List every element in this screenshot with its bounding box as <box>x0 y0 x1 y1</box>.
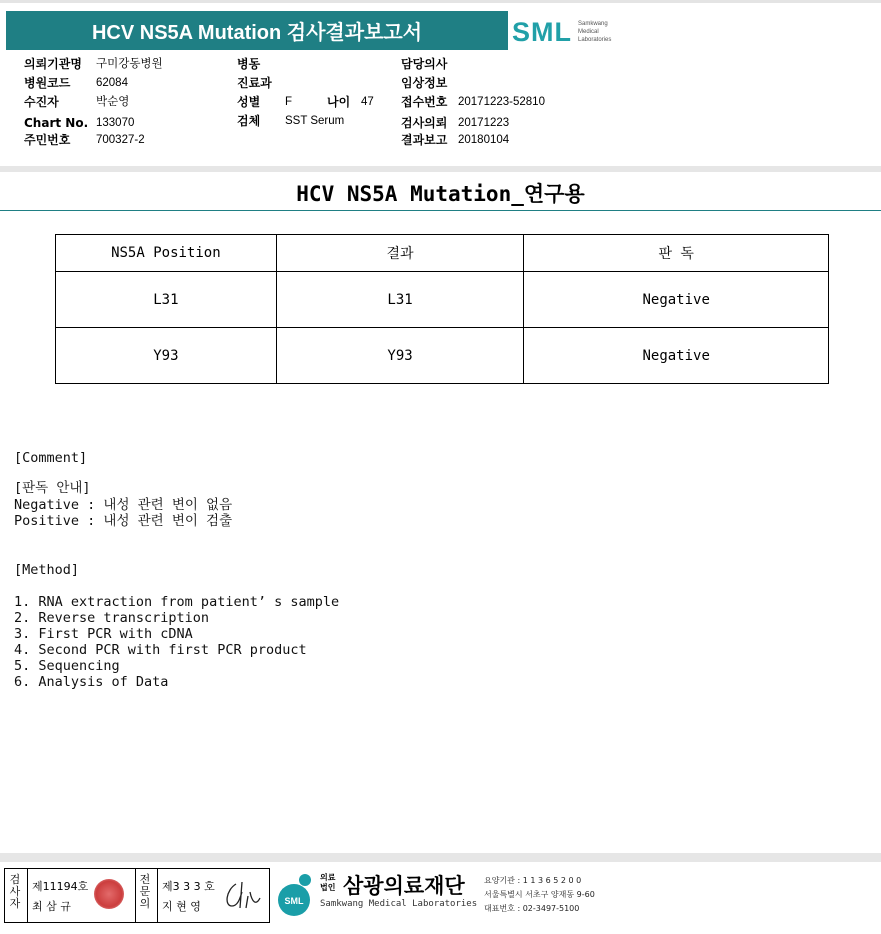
title-underline <box>0 210 881 211</box>
inspector-label: 검사자 <box>9 873 21 910</box>
section-divider <box>0 166 881 172</box>
sml-logo <box>512 16 632 50</box>
corp-name: 삼광의료재단 <box>343 874 465 898</box>
info-value: 박순영 <box>96 96 130 108</box>
cell-interpretation: Negative <box>524 328 829 384</box>
info-value: 20171223-52810 <box>458 96 545 108</box>
info-label: 병동 <box>237 57 261 71</box>
method-step: 3. First PCR with cDNA <box>14 626 193 642</box>
method-step: 4. Second PCR with first PCR product <box>14 642 307 658</box>
corp-phone: 대표번호 : 02-3497-5100 <box>484 904 580 913</box>
inspector-number: 제11194호 <box>32 880 89 893</box>
seal-icon <box>94 879 124 909</box>
method-heading: [Method] <box>14 562 80 578</box>
info-value: 20171223 <box>458 117 510 129</box>
info-value: 20180104 <box>458 134 510 146</box>
info-label: 검사의뢰 <box>401 116 448 130</box>
corp-address: 서울특별시 서초구 양재동 9-60 <box>484 890 595 899</box>
corporation-logo-icon <box>272 872 316 918</box>
info-label: 병원코드 <box>24 76 71 90</box>
info-label: 검체 <box>237 114 261 128</box>
comment-heading: [Comment] <box>14 450 88 466</box>
cell-position: L31 <box>56 272 277 328</box>
info-value: 700327-2 <box>96 134 145 146</box>
corp-english-name: Samkwang Medical Laboratories <box>320 899 478 909</box>
report-title: HCV NS5A Mutation 검사결과보고서 <box>6 11 508 50</box>
cell-result: L31 <box>276 272 524 328</box>
info-label: 담당의사 <box>401 57 448 71</box>
corp-code: 요양기관 : 1 1 3 6 5 2 0 0 <box>484 876 582 885</box>
inspector-name: 최 삼 규 <box>32 900 71 913</box>
footer-divider <box>0 853 881 862</box>
info-label: 의뢰기관명 <box>24 57 82 71</box>
info-label: 주민번호 <box>24 133 71 147</box>
guide-line-positive: Positive : 내성 관련 변이 검출 <box>14 513 233 529</box>
specialist-label: 전문의 <box>139 873 151 910</box>
logo-subtitle: Samkwang Medical Laboratories <box>578 21 612 43</box>
signature-icon <box>222 878 262 912</box>
cell-interpretation: Negative <box>524 272 829 328</box>
header-result: 결과 <box>276 235 524 272</box>
header-position: NS5A Position <box>56 235 277 272</box>
info-value: 62084 <box>96 77 128 89</box>
info-label: 접수번호 <box>401 95 448 109</box>
guide-heading: [판독 안내] <box>14 480 91 496</box>
table-row <box>56 328 829 384</box>
results-table <box>55 234 829 384</box>
document-title: HCV NS5A Mutation_연구용 <box>296 182 585 206</box>
method-step: 5. Sequencing <box>14 658 120 674</box>
table-header-row <box>56 235 829 272</box>
info-label: 임상정보 <box>401 76 448 90</box>
top-border <box>0 0 881 3</box>
specialist-name: 지 현 영 <box>162 900 201 913</box>
info-label: Chart No. <box>24 116 89 130</box>
guide-line-negative: Negative : 내성 관련 변이 없음 <box>14 497 233 513</box>
logo-letters: SML <box>512 17 572 47</box>
info-value: 구미강동병원 <box>96 58 163 70</box>
method-step: 6. Analysis of Data <box>14 674 169 690</box>
corp-prefix: 의료 법인 <box>320 873 336 892</box>
specialist-number: 제3 3 3 호 <box>162 880 215 893</box>
info-label: 나이 <box>327 95 351 109</box>
svg-text:SML: SML <box>284 896 304 906</box>
info-value: SST Serum <box>285 115 345 127</box>
info-label: 결과보고 <box>401 133 448 147</box>
info-value: 133070 <box>96 117 135 129</box>
cell-result: Y93 <box>276 328 524 384</box>
info-value: F <box>285 96 293 108</box>
info-label: 성별 <box>237 95 261 109</box>
header-interpretation: 판 독 <box>524 235 829 272</box>
info-label: 진료과 <box>237 76 272 90</box>
cell-position: Y93 <box>56 328 277 384</box>
method-step: 2. Reverse transcription <box>14 610 210 626</box>
table-row <box>56 272 829 328</box>
method-step: 1. RNA extraction from patient’ s sample <box>14 594 340 610</box>
info-value: 47 <box>361 96 374 108</box>
info-label: 수진자 <box>24 95 59 109</box>
